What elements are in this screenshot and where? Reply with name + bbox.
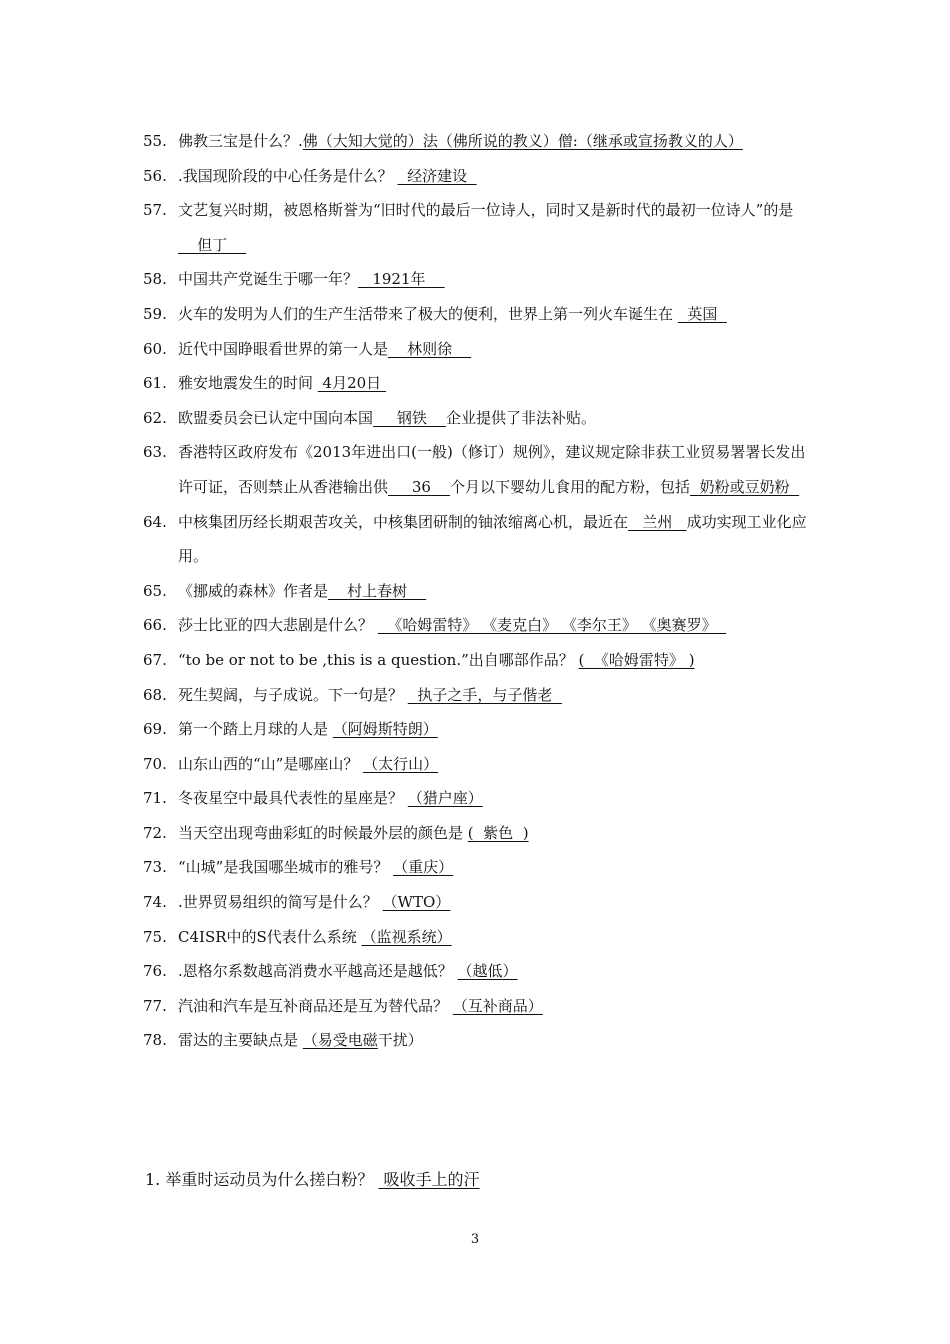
answer-blank: （重庆） xyxy=(393,858,454,877)
question-number: 73. xyxy=(143,858,167,877)
answer-blank: （阿姆斯特朗） xyxy=(332,720,438,739)
question-item xyxy=(143,262,813,297)
question-text-tail: 成功实现工业化应用。 xyxy=(178,512,807,566)
answer-blank: （监视系统） xyxy=(361,927,452,946)
question-number: 77. xyxy=(143,996,167,1015)
question-item xyxy=(143,401,813,436)
question-number: 67. xyxy=(143,650,167,669)
question-item xyxy=(143,505,813,574)
extra-question-answer: 吸收手上的汗 xyxy=(378,1170,480,1189)
question-text: 火车的发明为人们的生产生活带来了极大的便利，世界上第一列火车诞生在 xyxy=(178,304,678,323)
question-body xyxy=(178,920,813,955)
question-text: 佛教三宝是什么？. xyxy=(178,132,303,150)
question-item xyxy=(143,920,813,955)
question-item xyxy=(143,712,813,747)
question-number: 68. xyxy=(143,685,167,704)
question-body xyxy=(178,505,813,574)
question-text-tail: 企业提供了非法补贴。 xyxy=(445,408,596,427)
extra-question xyxy=(145,1167,480,1190)
question-body xyxy=(178,643,813,678)
question-text: 当天空出现弯曲彩虹的时候最外层的颜色是 xyxy=(178,823,468,842)
answer-blank: ( 紫色 ) xyxy=(467,823,529,842)
question-text: 莎士比亚的四大悲剧是什么？ xyxy=(178,616,378,635)
question-number: 59. xyxy=(143,304,167,323)
question-item xyxy=(143,885,813,920)
question-list xyxy=(143,124,813,1058)
question-item xyxy=(143,816,813,851)
question-text: 文艺复兴时期，被恩格斯誉为“旧时代的最后一位诗人，同时又是新时代的最初一位诗人”的是 xyxy=(178,201,794,220)
question-number: 65. xyxy=(143,581,167,600)
question-text: 欧盟委员会已认定中国向本国 xyxy=(178,408,374,427)
question-number: 72. xyxy=(143,823,167,842)
question-item xyxy=(143,850,813,885)
question-text: “to be or not to be ,this is a question.”出自哪部作品？ xyxy=(178,650,579,669)
answer-blank: 1921年 xyxy=(358,270,445,289)
answer-blank: 4月20日 xyxy=(317,374,386,393)
question-text: 香港特区政府发布《2013年进出口(一般)（修订）规例》，建议规定除非获工业贸易署署长发出许可证，否则禁止从香港输出供 xyxy=(178,443,806,496)
answer-blank: ( 《哈姆雷特》 ) xyxy=(578,650,695,669)
question-item xyxy=(143,332,813,367)
question-body xyxy=(178,159,813,194)
extra-question-text: 举重时运动员为什么搓白粉？ xyxy=(165,1170,379,1189)
answer-blank: （太行山） xyxy=(363,754,439,773)
answer-blank: 英国 xyxy=(677,304,727,323)
question-number: 58. xyxy=(143,270,167,289)
answer-blank: 但丁 xyxy=(178,235,247,254)
question-text: 第一个踏上月球的人是 xyxy=(178,720,333,739)
question-text: 死生契阔，与子成说。下一句是？ xyxy=(178,685,408,704)
question-body xyxy=(178,781,813,816)
question-text: 汽油和汽车是互补商品还是互为替代品？ xyxy=(178,996,453,1015)
question-item xyxy=(143,159,813,194)
question-item xyxy=(143,747,813,782)
question-number: 64. xyxy=(143,512,167,531)
answer-blank: 兰州 xyxy=(628,512,687,531)
answer-blank: 林则徐 xyxy=(388,339,472,358)
question-text: .恩格尔系数越高消费水平越高还是越低？ xyxy=(178,962,458,981)
answer-blank: 36 xyxy=(388,477,451,496)
question-text: .世界贸易组织的简写是什么？ xyxy=(178,893,383,912)
question-item xyxy=(143,435,813,504)
question-text: C4ISR中的S代表什么系统 xyxy=(178,927,362,946)
question-body xyxy=(178,989,813,1024)
question-body xyxy=(178,954,813,989)
question-text: 《挪威的森林》作者是 xyxy=(178,581,329,600)
question-number: 63. xyxy=(143,443,167,462)
page-number: 3 xyxy=(470,1232,480,1247)
question-text: 雅安地震发生的时间 xyxy=(178,374,318,393)
answer-blank: （越低） xyxy=(457,962,518,981)
question-number: 56. xyxy=(143,166,167,185)
question-body xyxy=(178,124,813,159)
question-item xyxy=(143,678,813,713)
question-body xyxy=(178,262,813,297)
extra-question-number: 1. xyxy=(145,1170,161,1189)
question-item xyxy=(143,989,813,1024)
question-body xyxy=(178,193,813,262)
answer-blank: （WTO） xyxy=(382,893,451,912)
question-text: “山城”是我国哪坐城市的雅号？ xyxy=(178,858,394,877)
question-body xyxy=(178,435,813,504)
question-text: .我国现阶段的中心任务是什么？ xyxy=(178,166,398,185)
question-number: 75. xyxy=(143,927,167,946)
question-number: 66. xyxy=(143,616,167,635)
question-number: 74. xyxy=(143,893,167,912)
question-body xyxy=(178,574,813,609)
question-body xyxy=(178,850,813,885)
answer-blank: （猎户座） xyxy=(407,789,483,808)
question-body xyxy=(178,816,813,851)
question-item xyxy=(143,1023,813,1058)
question-body xyxy=(178,297,813,332)
question-number: 60. xyxy=(143,339,167,358)
question-number: 61. xyxy=(143,374,167,393)
question-number: 55. xyxy=(143,132,167,150)
answer-blank: 钢铁 xyxy=(373,408,446,427)
question-number: 71. xyxy=(143,789,167,808)
question-text: 个月以下婴幼儿食用的配方粉，包括 xyxy=(450,477,691,496)
question-text: 雷达的主要缺点是 xyxy=(178,1031,303,1050)
question-body xyxy=(178,608,813,643)
answer-blank: 《哈姆雷特》 《麦克白》 《李尔王》 《奥赛罗》 xyxy=(377,616,727,635)
question-body xyxy=(178,366,813,401)
question-text: 近代中国睁眼看世界的第一人是 xyxy=(178,339,389,358)
question-text: 冬夜星空中最具代表性的星座是？ xyxy=(178,789,408,808)
answer-blank: 佛（大知大觉的）法（佛所说的教义）僧:（继承或宣扬教义的人） xyxy=(302,132,743,150)
question-number: 70. xyxy=(143,754,167,773)
question-number: 62. xyxy=(143,408,167,427)
question-body xyxy=(178,747,813,782)
question-item xyxy=(143,954,813,989)
question-item xyxy=(143,781,813,816)
question-item xyxy=(143,297,813,332)
question-item xyxy=(143,366,813,401)
question-body xyxy=(178,1023,813,1058)
answer-blank: 村上春树 xyxy=(328,581,427,600)
question-body xyxy=(178,332,813,367)
question-item xyxy=(143,608,813,643)
question-number: 57. xyxy=(143,201,167,220)
question-item xyxy=(143,193,813,262)
question-body xyxy=(178,401,813,436)
answer-blank: 执子之手，与子偕老 xyxy=(407,685,562,704)
question-body xyxy=(178,712,813,747)
question-text: 中核集团历经长期艰苦攻关，中核集团研制的铀浓缩离心机，最近在 xyxy=(178,512,629,531)
question-text: 山东山西的“山”是哪座山？ xyxy=(178,754,364,773)
question-number: 76. xyxy=(143,962,167,981)
question-number: 69. xyxy=(143,720,167,739)
answer-blank: 经济建设 xyxy=(397,166,477,185)
question-body xyxy=(178,678,813,713)
answer-blank: 奶粉或豆奶粉 xyxy=(690,477,800,496)
question-item xyxy=(143,124,813,159)
question-text: 中国共产党诞生于哪一年？ xyxy=(178,270,359,289)
question-item xyxy=(143,574,813,609)
question-item xyxy=(143,643,813,678)
answer-blank: （易受电磁 xyxy=(302,1031,378,1050)
question-number: 78. xyxy=(143,1031,167,1050)
question-text-tail: 干扰） xyxy=(377,1031,423,1050)
answer-blank: （互补商品） xyxy=(452,996,543,1015)
question-body xyxy=(178,885,813,920)
